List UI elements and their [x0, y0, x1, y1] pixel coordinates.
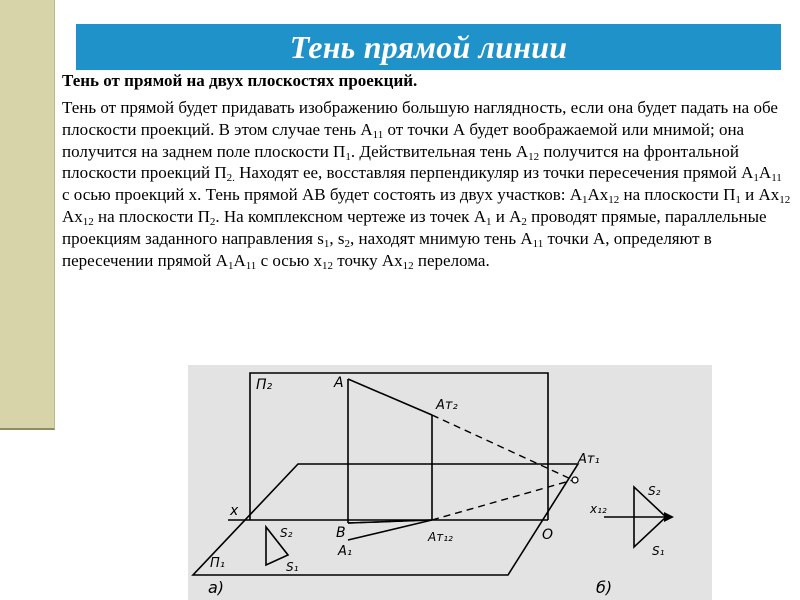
body-text-segment: Ах [587, 185, 609, 205]
body-text-segment: от точки А будет воображаемой или мнимой; она получится на заднем поле плоскости П [62, 119, 745, 161]
subscript: 12 [402, 259, 414, 272]
subscript: 1 [735, 194, 741, 207]
subscript: 1 [323, 237, 330, 250]
body-text-segment: . На комплексном чертеже из точек А [215, 206, 486, 226]
subscript: 12 [82, 215, 94, 228]
label-b: B [336, 525, 346, 541]
label-at1: Aт₁ [578, 452, 600, 467]
caption-a: а) [208, 578, 225, 597]
subscript: 2 [521, 215, 527, 228]
body-text-segment: и А [491, 206, 522, 226]
body-text-segment: , находят мнимую тень А [349, 228, 533, 248]
label-pi1: П₁ [210, 556, 225, 571]
subscript: 12 [608, 194, 620, 207]
body-text-segment: с осью проекций х. Тень прямой АВ будет состоять из двух участков: А [62, 185, 582, 205]
body-text-segment: Тень от прямой будет придавать изображению большую наглядность, если она будет падать на обе плоскости проекций. В этом случае тень А [62, 98, 778, 139]
title-banner [76, 24, 781, 70]
label-a: A [334, 375, 344, 391]
body-text-segment: с осью х [256, 250, 323, 270]
label-o: O [542, 527, 554, 543]
subscript: 12 [322, 259, 334, 272]
label-s2: S₂ [280, 526, 293, 540]
label-a1: A₁ [338, 544, 353, 559]
subscript: 1 [227, 259, 234, 272]
body-text-segment: А [758, 163, 772, 183]
subscript: 2. [226, 172, 235, 185]
subscript: 12 [779, 194, 791, 207]
body-paragraph [62, 97, 792, 271]
dashed-a-at1 [432, 415, 573, 480]
caption-b: б) [596, 578, 613, 597]
subscript: 1 [582, 194, 588, 207]
dashed-at12-at1 [432, 480, 573, 520]
body-text-segment: перелома. [413, 250, 490, 270]
subscript: 1 [753, 172, 759, 185]
label-s1-b: S₁ [652, 544, 665, 558]
diagram-svg [188, 365, 712, 600]
label-s2-b: S₂ [648, 484, 661, 498]
body-text-segment: А [233, 250, 246, 270]
body-text-segment: точку Ах [333, 250, 403, 270]
body-text-segment: Находят ее, восставляя перпендикуляр из точки пересечения прямой А [234, 163, 754, 183]
label-at2: Aт₂ [436, 398, 458, 413]
subscript: 1 [485, 215, 492, 228]
body-text-segment: проводят прямые, параллельные проекциям заданного направления s [62, 206, 767, 248]
subscript: 2 [344, 237, 350, 250]
subscript: 11 [771, 172, 782, 185]
left-accent-bar [0, 0, 55, 430]
label-x12: x₁₂ [590, 502, 607, 516]
subheading: Тень от прямой на двух плоскостях проекций. [62, 71, 418, 90]
body-text-segment: на плоскости П [93, 206, 210, 226]
label-at12: Aт₁₂ [428, 530, 453, 544]
body-text-segment: . Действительная тень А [350, 141, 529, 161]
subscript: 2 [209, 215, 216, 228]
subscript: 11 [245, 259, 257, 272]
body-text-segment: и Ах [740, 185, 780, 205]
label-s1: S₁ [286, 560, 299, 574]
subscript: 11 [532, 237, 544, 250]
body-text-segment: точки А, определяют в пересечении прямой А [62, 228, 712, 270]
label-x: x [230, 503, 239, 519]
body-text-segment: , s [329, 228, 345, 248]
point-at1 [572, 477, 578, 483]
body-text-segment: получится на фронтальной плоскости проекций П [62, 141, 739, 183]
label-pi2: П₂ [256, 377, 273, 393]
body-text-segment: на плоскости П [619, 185, 736, 205]
subscript: 11 [372, 128, 384, 141]
shadow-diagram [188, 365, 712, 600]
line-a-at2 [348, 379, 432, 415]
arrowhead-x12 [664, 512, 674, 522]
subscript: 12 [528, 150, 540, 163]
frontal-plane-outline [250, 373, 548, 520]
body-text-segment: Ах [62, 206, 83, 226]
subscript: 1 [345, 150, 351, 163]
text-content [62, 70, 792, 271]
slide-title: Тень прямой линии [289, 28, 568, 65]
